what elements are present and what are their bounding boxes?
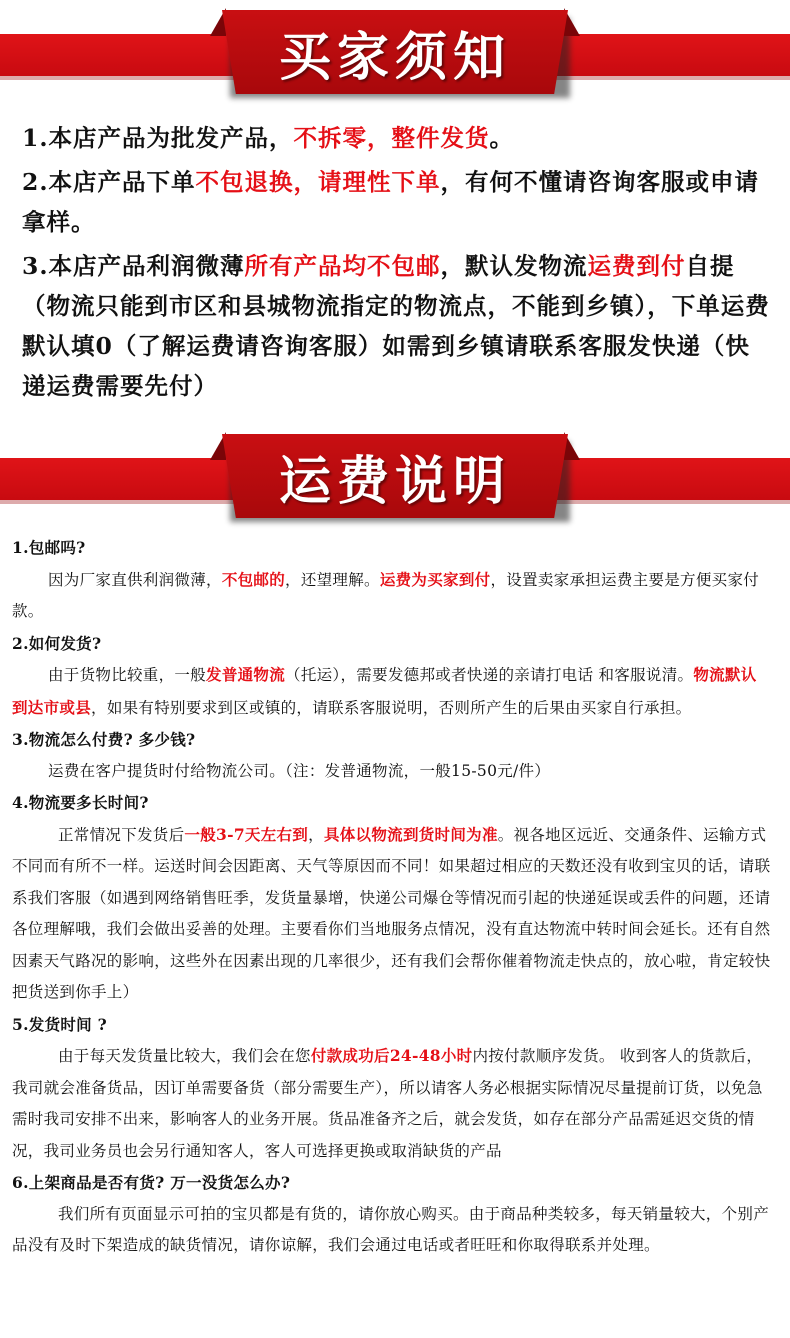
- notice-item-2: 2.本店产品下单不包退换，请理性下单，有何不懂请咨询客服或申请拿样。: [22, 168, 760, 236]
- faq-answer-5: 由于每天发货量比较大，我们会在您付款成功后24-48小时内按付款顺序发货。 收到客人的货款后，我司就会准备货品，因订单需要备货（部分需要生产），所以请客人务必根据实际情况尽量提前订货，以免急需时我司安排不出来，影响客人的业务开展。货品准备齐之后，就会发货，如存在部分产品需延迟交货的情况，我司业务员也会另行通知客人，客人可选择更换或取消缺货的产品: [12, 1046, 763, 1160]
- faq-answer-6: 我们所有页面显示可拍的宝贝都是有货的，请你放心购买。由于商品种类较多，每天销量较大，个别产品没有及时下架造成的缺货情况，请你谅解，我们会通过电话或者旺旺和你取得联系并处理。: [12, 1204, 770, 1254]
- faq-question-3: 3.物流怎么付费? 多少钱?: [12, 730, 196, 749]
- banner-shipping-info: [0, 424, 790, 524]
- highlight: 不包退换，请理性下单: [195, 168, 441, 196]
- faq-question-2: 2.如何发货?: [12, 633, 102, 653]
- shipping-faq: [12, 532, 772, 1262]
- faq-answer-2: 由于货物比较重，一般发普通物流（托运），需要发德邦或者快递的亲请打电话 和客服说清。物流默认到达市或县，如果有特别要求到区或镇的，请联系客服说明，否则所产生的后果由买家自行承担。: [12, 665, 757, 717]
- faq-answer-3: 运费在客户提货时付给物流公司。（注：发普通物流，一般15-50元/件）: [48, 761, 551, 780]
- faq-question-5: 5.发货时间 ?: [12, 1014, 108, 1034]
- faq-answer-1: 因为厂家直供利润微薄，不包邮的，还望理解。运费为买家到付，设置卖家承担运费主要是方便买家付款。: [12, 569, 760, 620]
- buyer-notice-list: [22, 118, 774, 410]
- highlight: 不拆零，整件发货: [293, 124, 490, 152]
- faq-answer-4: 正常情况下发货后一般3-7天左右到，具体以物流到货时间为准。视各地区远近、交通条件、运输方式不同而有所不一样。运送时间会因距离、天气等原因而不同！如果超过相应的天数还没有收到宝贝的话，请联系我们客服（如遇到网络销售旺季，发货量暴增，快递公司爆仓等情况而引起的快递延误或丢件的问题，还请各位理解哦，我们会做出妥善的处理。主要看你们当地服务点情况，没有直达物流中转时间会延长。还有自然因素天气路况的影响，这些外在因素出现的几率很少，还有我们会帮你催着物流走快点的，放心啦，肯定较快把货送到你手上）: [12, 824, 771, 1001]
- section-title-shipping-info: 运费说明: [278, 450, 511, 512]
- notice-item-1: 1.本店产品为批发产品，不拆零，整件发货。: [22, 124, 515, 152]
- faq-question-1: 1.包邮吗?: [12, 538, 86, 557]
- banner-buyer-notice: [0, 0, 790, 100]
- notice-item-3: 3.本店产品利润微薄所有产品均不包邮，默认发物流运费到付自提（物流只能到市区和县城物流指定的物流点，不能到乡镇），下单运费默认填0（了解运费请咨询客服）如需到乡镇请联系客服发快递（快递运费需要先付）: [22, 252, 770, 400]
- highlight: 所有产品均不包邮: [244, 252, 441, 280]
- faq-question-6: 6.上架商品是否有货? 万一没货怎么办?: [12, 1173, 291, 1192]
- highlight: 运费到付: [587, 252, 686, 280]
- faq-question-4: 4.物流要多长时间?: [12, 793, 149, 812]
- section-title-buyer-notice: 买家须知: [278, 26, 511, 88]
